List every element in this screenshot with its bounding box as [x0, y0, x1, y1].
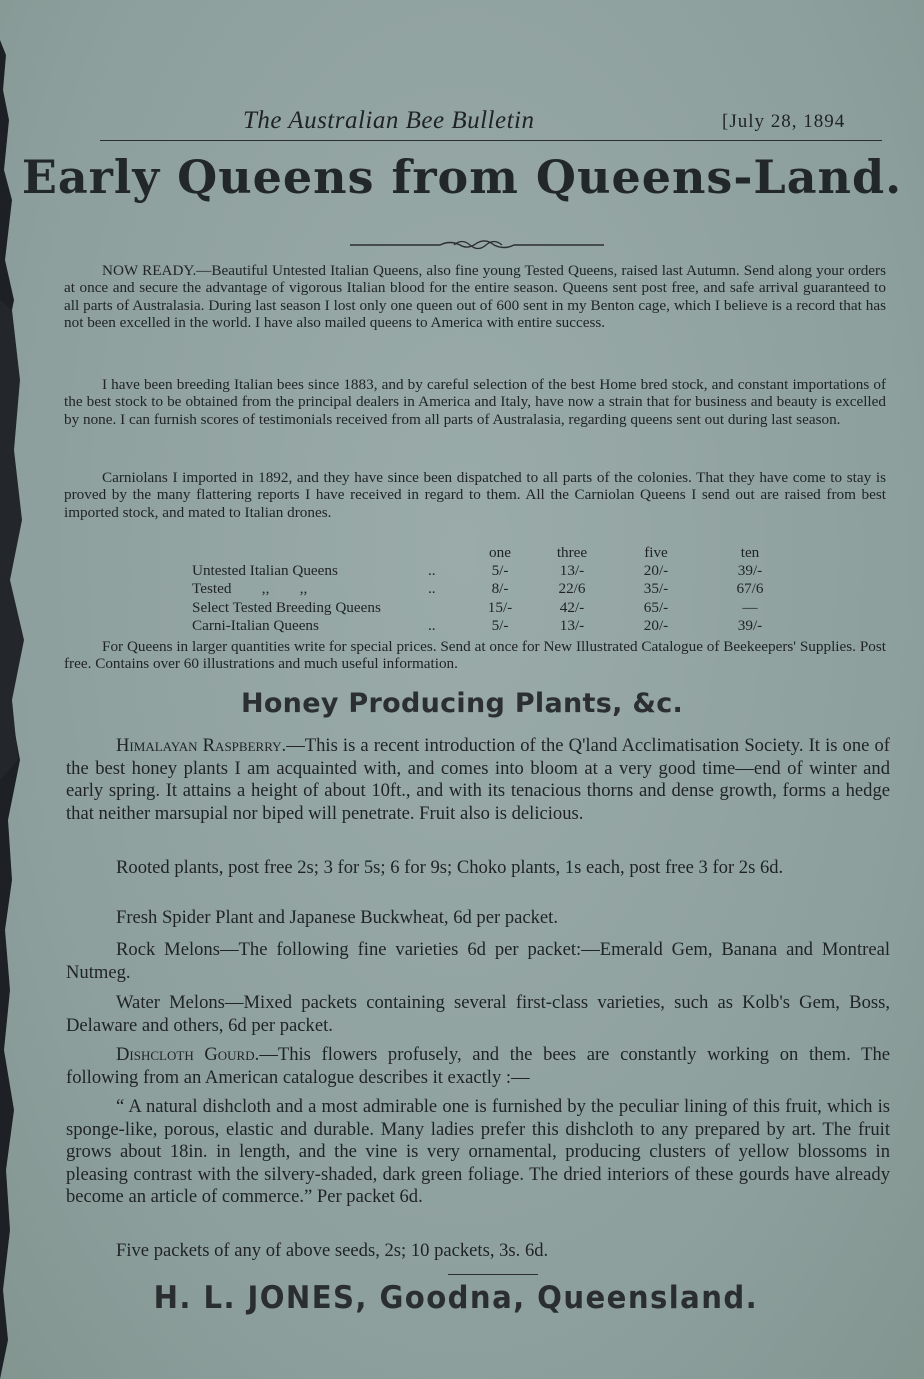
price-cell: 67/6 [736, 580, 764, 598]
price-cell: 39/- [737, 616, 763, 634]
intro-paragraph-2: I have been breeding Italian bees since 1883, and by careful selection of the best Home bred stock, and constant importations of the best stock to be obtained from the principal dealers in America and Italy, have now a strain that for business and beauty is excelled by none. I can furnish scores of testimonials received from all parts of Australasia, regarding queens sent out during last season. [64, 376, 886, 428]
journal-name: The Australian Bee Bulletin [243, 107, 535, 134]
page-title: Early Queens from Queens-Land. [21, 150, 903, 204]
price-table [192, 544, 796, 635]
advertiser-name: H. L. JONES, Goodna, Queensland. [153, 1280, 759, 1316]
ornament-divider [350, 238, 604, 252]
price-cell: 39/- [737, 562, 763, 580]
catalogue-quote: “ A natural dishcloth and a most admirable one is furnished by the peculiar lining of this fruit, which is sponge-like, porous, elastic and durable. Many ladies prefer this dishcloth to any prepared by art. The fruit grows about 18in. in length, and the vine is very ornamental, producing clusters of yellow blossoms in pleasing contrast with the silvery-shaded, dark green foliage. The dried interiors of these gourds have already become an article of commerce.” Per packet 6d. [66, 1096, 890, 1207]
row-label: Select Tested Breeding Queens [192, 598, 381, 616]
price-cell: 35/- [643, 580, 669, 598]
price-table-header [192, 544, 796, 562]
row-label: Untested Italian Queens [192, 562, 338, 580]
price-cell: 8/- [491, 580, 509, 598]
header-rule [100, 140, 882, 141]
table-row [192, 617, 796, 635]
table-row [192, 562, 796, 580]
dishcloth-gourd-paragraph [66, 1044, 890, 1089]
row-dots: .. [428, 616, 436, 634]
five-packets-paragraph: Five packets of any of above seeds, 2s; 10 packets, 3s. 6d. [116, 1240, 549, 1261]
column-header: one [489, 544, 511, 561]
row-label: Carni-Italian Queens [192, 616, 319, 634]
table-row [192, 599, 796, 617]
rooted-plants-paragraph: Rooted plants, post free 2s; 3 for 5s; 6 for 9s; Choko plants, 1s each, post free 3 for 2s 6d. [116, 857, 784, 878]
raspberry-text: —This is a recent introduction of the Q'land Acclimatisation Society. It is one of the best honey plants I am acquainted with, and comes into bloom at a very good time—end of winter and early spring. It attains a height of about 10ft., and with its tenacious thorns and dense growth, forms a hedge that neither marsupial nor biped will penetrate. Fruit also is delicious. [66, 735, 890, 824]
column-header: three [556, 544, 588, 561]
row-dots: .. [428, 562, 436, 580]
issue-date: [July 28, 1894 [722, 111, 846, 132]
price-cell: 65/- [643, 598, 669, 616]
raspberry-paragraph [66, 735, 890, 825]
section-title: Honey Producing Plants, &c. [240, 688, 684, 719]
price-cell: 20/- [643, 562, 669, 580]
price-cell: 42/- [559, 598, 585, 616]
intro-paragraph-1: NOW READY.—Beautiful Untested Italian Queens, also fine young Tested Queens, raised last Autumn. Send along your orders at once and secure the advantage of vigorous Italian blood for the entire season. Queens sent post free, and safe arrival guaranteed to all parts of Australasia. During last season I lost only one queen out of 600 sent in my Benton cage, which I believe is a record that has not been excelled in the world. I have also mailed queens to America with entire success. [64, 262, 886, 332]
price-cell: — [742, 598, 758, 616]
footer-rule [448, 1274, 538, 1275]
gourd-name: Dishcloth Gourd. [116, 1044, 260, 1065]
price-cell: 13/- [559, 562, 585, 580]
spider-plant-paragraph: Fresh Spider Plant and Japanese Buckwheat, 6d per packet. [116, 907, 558, 928]
raspberry-name: Himalayan Raspberry. [116, 735, 287, 756]
column-header: ten [740, 544, 760, 561]
price-cell: 5/- [491, 562, 509, 580]
price-note: For Queens in larger quantities write for special prices. Send at once for New Illustrated Catalogue of Beekeepers' Supplies. Post free. Contains over 60 illustrations and much useful information. [64, 638, 886, 673]
rock-melons-paragraph: Rock Melons—The following fine varieties 6d per packet:—Emerald Gem, Banana and Montreal Nutmeg. [66, 939, 890, 983]
row-label: Tested ,, ,, [192, 580, 308, 598]
gourd-text: —This flowers profusely, and the bees are constantly working on them. The following from an American catalogue describes it exactly :— [66, 1044, 890, 1088]
row-dots: .. [428, 580, 436, 598]
table-row [192, 580, 796, 598]
price-cell: 20/- [643, 616, 669, 634]
price-cell: 5/- [491, 616, 509, 634]
column-header: five [644, 544, 668, 561]
price-cell: 22/6 [558, 580, 586, 598]
price-cell: 15/- [487, 598, 513, 616]
water-melons-paragraph: Water Melons—Mixed packets containing several first-class varieties, such as Kolb's Gem, Boss, Delaware and others, 6d per packet. [66, 992, 890, 1036]
price-cell: 13/- [559, 616, 585, 634]
intro-paragraph-3: Carniolans I imported in 1892, and they have since been dispatched to all parts of the colonies. That they have come to stay is proved by the many flattering reports I have received in regard to them. All the Carniolan Queens I send out are raised from best imported stock, and mated to Italian drones. [64, 469, 886, 521]
